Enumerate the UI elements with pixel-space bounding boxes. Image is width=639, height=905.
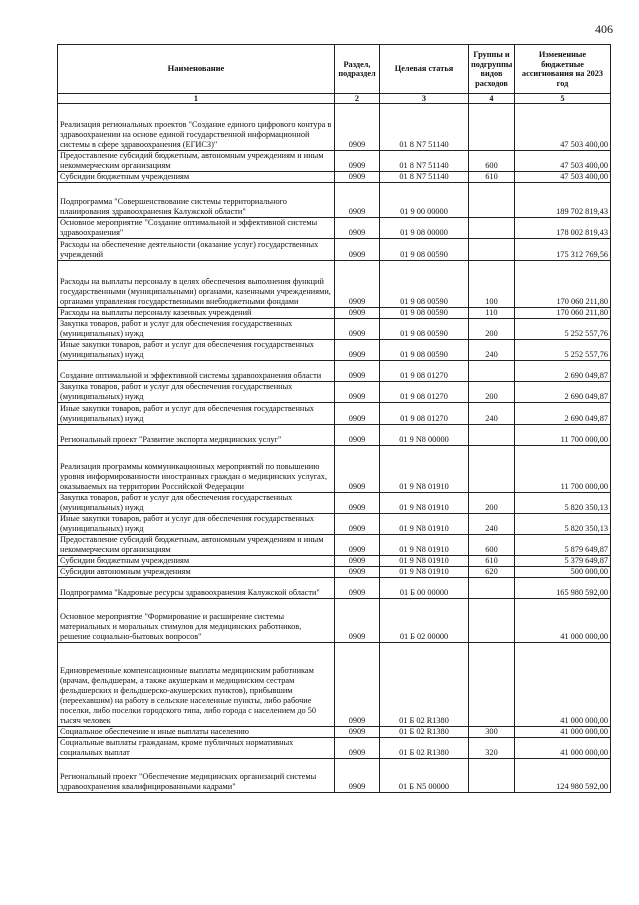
row-section: 0909 [335, 319, 380, 340]
row-amount: 175 312 769,56 [515, 239, 611, 261]
row-name: Предоставление субсидий бюджетным, автономным учреждениям и иным некоммерческим организациям [58, 151, 335, 172]
row-group: 110 [469, 308, 515, 319]
row-section: 0909 [335, 361, 380, 382]
row-amount: 41 000 000,00 [515, 738, 611, 759]
row-amount: 178 002 819,43 [515, 218, 611, 239]
table-row [58, 514, 611, 535]
row-name: Региональный проект "Обеспечение медицинских организаций системы здравоохранения квалифицированными кадрами" [58, 759, 335, 793]
row-article: 01 9 N8 00000 [380, 425, 469, 446]
row-section: 0909 [335, 382, 380, 403]
row-amount: 5 879 649,87 [515, 535, 611, 556]
row-name: Создание оптимальной и эффективной системы здравоохранения области [58, 361, 335, 382]
row-group [469, 218, 515, 239]
row-group: 100 [469, 261, 515, 308]
col-number: 4 [469, 94, 515, 104]
row-article: 01 8 N7 51140 [380, 172, 469, 183]
row-amount: 2 690 049,87 [515, 403, 611, 425]
row-group [469, 446, 515, 493]
table-row [58, 104, 611, 151]
row-name: Иные закупки товаров, работ и услуг для обеспечения государственных (муниципальных) нужд [58, 514, 335, 535]
table-row [58, 151, 611, 172]
row-amount: 189 702 819,43 [515, 183, 611, 218]
row-group [469, 361, 515, 382]
row-name: Единовременные компенсационные выплаты медицинским работникам (врачам, фельдшерам, а также акушеркам и медицинским сестрам фельдшерских и фельдшерско-акушерских пунктов), прибывшим (переехавшим) на работу в сельские населенные пункты, либо рабочие поселки, либо поселки городского типа, либо города с населением до 50 тысяч человек [58, 643, 335, 727]
row-article: 01 9 08 01270 [380, 382, 469, 403]
row-group: 610 [469, 556, 515, 567]
row-group: 300 [469, 727, 515, 738]
row-section: 0909 [335, 759, 380, 793]
table-row [58, 183, 611, 218]
header-groups: Группы и подгруппы видов расходов [469, 45, 515, 94]
row-amount: 41 000 000,00 [515, 599, 611, 643]
table-header-row [58, 45, 611, 94]
row-section: 0909 [335, 556, 380, 567]
col-number: 1 [58, 94, 335, 104]
row-section: 0909 [335, 578, 380, 599]
row-name: Региональный проект "Развитие экспорта медицинских услуг" [58, 425, 335, 446]
col-number: 3 [380, 94, 469, 104]
row-amount: 170 060 211,80 [515, 308, 611, 319]
row-group: 200 [469, 319, 515, 340]
row-article: 01 8 N7 51140 [380, 104, 469, 151]
table-row [58, 727, 611, 738]
table-row [58, 556, 611, 567]
row-name: Социальное обеспечение и иные выплаты населению [58, 727, 335, 738]
row-name: Основное мероприятие "Создание оптимальной и эффективной системы здравоохранения" [58, 218, 335, 239]
row-article: 01 9 08 00590 [380, 319, 469, 340]
row-section: 0909 [335, 308, 380, 319]
row-article: 01 9 N8 01910 [380, 556, 469, 567]
row-amount: 2 690 049,87 [515, 361, 611, 382]
row-group: 240 [469, 340, 515, 361]
row-amount: 5 252 557,76 [515, 340, 611, 361]
row-section: 0909 [335, 151, 380, 172]
row-article: 01 9 N8 01910 [380, 535, 469, 556]
row-section: 0909 [335, 599, 380, 643]
table-row [58, 738, 611, 759]
table-row [58, 340, 611, 361]
row-amount: 5 820 350,13 [515, 493, 611, 514]
table-row [58, 759, 611, 793]
row-amount: 5 379 649,87 [515, 556, 611, 567]
row-article: 01 9 N8 01910 [380, 514, 469, 535]
table-row [58, 446, 611, 493]
row-name: Социальные выплаты гражданам, кроме публичных нормативных социальных выплат [58, 738, 335, 759]
row-amount: 5 820 350,13 [515, 514, 611, 535]
row-group: 620 [469, 567, 515, 578]
header-article: Целевая статья [380, 45, 469, 94]
table-row [58, 403, 611, 425]
row-article: 01 9 00 00000 [380, 183, 469, 218]
row-name: Субсидии бюджетным учреждениям [58, 172, 335, 183]
col-number: 5 [515, 94, 611, 104]
row-amount: 41 000 000,00 [515, 727, 611, 738]
row-amount: 47 503 400,00 [515, 172, 611, 183]
row-section: 0909 [335, 425, 380, 446]
row-name: Подпрограмма "Кадровые ресурсы здравоохранения Калужской области" [58, 578, 335, 599]
row-group [469, 578, 515, 599]
row-group [469, 425, 515, 446]
row-group: 240 [469, 514, 515, 535]
row-section: 0909 [335, 727, 380, 738]
table-row [58, 578, 611, 599]
row-section: 0909 [335, 493, 380, 514]
column-number-row [58, 94, 611, 104]
row-article: 01 9 08 00590 [380, 308, 469, 319]
row-section: 0909 [335, 738, 380, 759]
row-amount: 2 690 049,87 [515, 382, 611, 403]
row-section: 0909 [335, 446, 380, 493]
row-name: Субсидии бюджетным учреждениям [58, 556, 335, 567]
row-group: 600 [469, 151, 515, 172]
row-group [469, 759, 515, 793]
table-row [58, 425, 611, 446]
row-section: 0909 [335, 172, 380, 183]
header-name: Наименование [58, 45, 335, 94]
row-article: 01 Б 02 R1380 [380, 738, 469, 759]
row-amount: 124 980 592,00 [515, 759, 611, 793]
row-group: 600 [469, 535, 515, 556]
row-group [469, 239, 515, 261]
table-row [58, 261, 611, 308]
row-amount: 5 252 557,76 [515, 319, 611, 340]
row-amount: 47 503 400,00 [515, 104, 611, 151]
row-name: Основное мероприятие "Формирование и расширение системы материальных и моральных стимулов для медицинских работников, решение социально-бытовых вопросов" [58, 599, 335, 643]
row-name: Реализация программы коммуникационных мероприятий по повышению уровня информированности иностранных граждан о медицинских услугах, оказываемых на территории Российской Федерации [58, 446, 335, 493]
table-row [58, 319, 611, 340]
table-row [58, 643, 611, 727]
row-section: 0909 [335, 239, 380, 261]
row-name: Иные закупки товаров, работ и услуг для обеспечения государственных (муниципальных) нужд [58, 340, 335, 361]
row-group: 320 [469, 738, 515, 759]
row-article: 01 Б 00 00000 [380, 578, 469, 599]
row-section: 0909 [335, 535, 380, 556]
row-group [469, 643, 515, 727]
row-name: Расходы на выплаты персоналу в целях обеспечения выполнения функций государственными (муниципальными) органами, казенными учреждениями, органами управления государственными внебюджетными фондами [58, 261, 335, 308]
table-row [58, 308, 611, 319]
row-name: Расходы на выплаты персоналу казенных учреждений [58, 308, 335, 319]
row-article: 01 Б 02 R1380 [380, 727, 469, 738]
row-amount: 47 503 400,00 [515, 151, 611, 172]
row-section: 0909 [335, 567, 380, 578]
row-name: Закупка товаров, работ и услуг для обеспечения государственных (муниципальных) нужд [58, 493, 335, 514]
row-amount: 170 060 211,80 [515, 261, 611, 308]
row-group [469, 104, 515, 151]
row-amount: 41 000 000,00 [515, 643, 611, 727]
row-article: 01 8 N7 51140 [380, 151, 469, 172]
row-group: 200 [469, 493, 515, 514]
row-article: 01 9 08 00590 [380, 340, 469, 361]
row-section: 0909 [335, 104, 380, 151]
table-row [58, 567, 611, 578]
row-name: Закупка товаров, работ и услуг для обеспечения государственных (муниципальных) нужд [58, 382, 335, 403]
row-article: 01 Б N5 00000 [380, 759, 469, 793]
table-row [58, 493, 611, 514]
row-section: 0909 [335, 218, 380, 239]
table-row [58, 218, 611, 239]
row-group: 610 [469, 172, 515, 183]
row-article: 01 9 08 00000 [380, 218, 469, 239]
row-group: 200 [469, 382, 515, 403]
row-name: Предоставление субсидий бюджетным, автономным учреждениям и иным некоммерческим организациям [58, 535, 335, 556]
row-article: 01 9 N8 01910 [380, 493, 469, 514]
row-group [469, 599, 515, 643]
header-section: Раздел, подраздел [335, 45, 380, 94]
header-budget: Измененные бюджетные ассигнования на 2023 год [515, 45, 611, 94]
row-section: 0909 [335, 340, 380, 361]
row-amount: 11 700 000,00 [515, 425, 611, 446]
row-name: Иные закупки товаров, работ и услуг для обеспечения государственных (муниципальных) нужд [58, 403, 335, 425]
table-row [58, 599, 611, 643]
row-group [469, 183, 515, 218]
page-number: 406 [595, 22, 613, 36]
row-section: 0909 [335, 183, 380, 218]
row-name: Подпрограмма "Совершенствование системы территориального планирования здравоохранения Калужской области" [58, 183, 335, 218]
table-row [58, 172, 611, 183]
budget-table [57, 44, 611, 793]
row-article: 01 9 08 01270 [380, 403, 469, 425]
row-name: Закупка товаров, работ и услуг для обеспечения государственных (муниципальных) нужд [58, 319, 335, 340]
row-section: 0909 [335, 643, 380, 727]
row-article: 01 Б 02 00000 [380, 599, 469, 643]
row-section: 0909 [335, 403, 380, 425]
row-name: Субсидии автономным учреждениям [58, 567, 335, 578]
table-row [58, 535, 611, 556]
row-amount: 11 700 000,00 [515, 446, 611, 493]
row-group: 240 [469, 403, 515, 425]
row-name: Реализация региональных проектов "Создание единого цифрового контура в здравоохранении на основе единой государственной информационной системы в сфере здравоохранения (ЕГИСЗ)" [58, 104, 335, 151]
row-amount: 165 980 592,00 [515, 578, 611, 599]
table-row [58, 382, 611, 403]
col-number: 2 [335, 94, 380, 104]
row-article: 01 9 N8 01910 [380, 567, 469, 578]
row-article: 01 9 N8 01910 [380, 446, 469, 493]
row-amount: 500 000,00 [515, 567, 611, 578]
row-name: Расходы на обеспечение деятельности (оказание услуг) государственных учреждений [58, 239, 335, 261]
table-body [58, 104, 611, 793]
row-section: 0909 [335, 514, 380, 535]
row-article: 01 Б 02 R1380 [380, 643, 469, 727]
table-row [58, 361, 611, 382]
row-article: 01 9 08 01270 [380, 361, 469, 382]
row-article: 01 9 08 00590 [380, 261, 469, 308]
row-section: 0909 [335, 261, 380, 308]
table-row [58, 239, 611, 261]
row-article: 01 9 08 00590 [380, 239, 469, 261]
